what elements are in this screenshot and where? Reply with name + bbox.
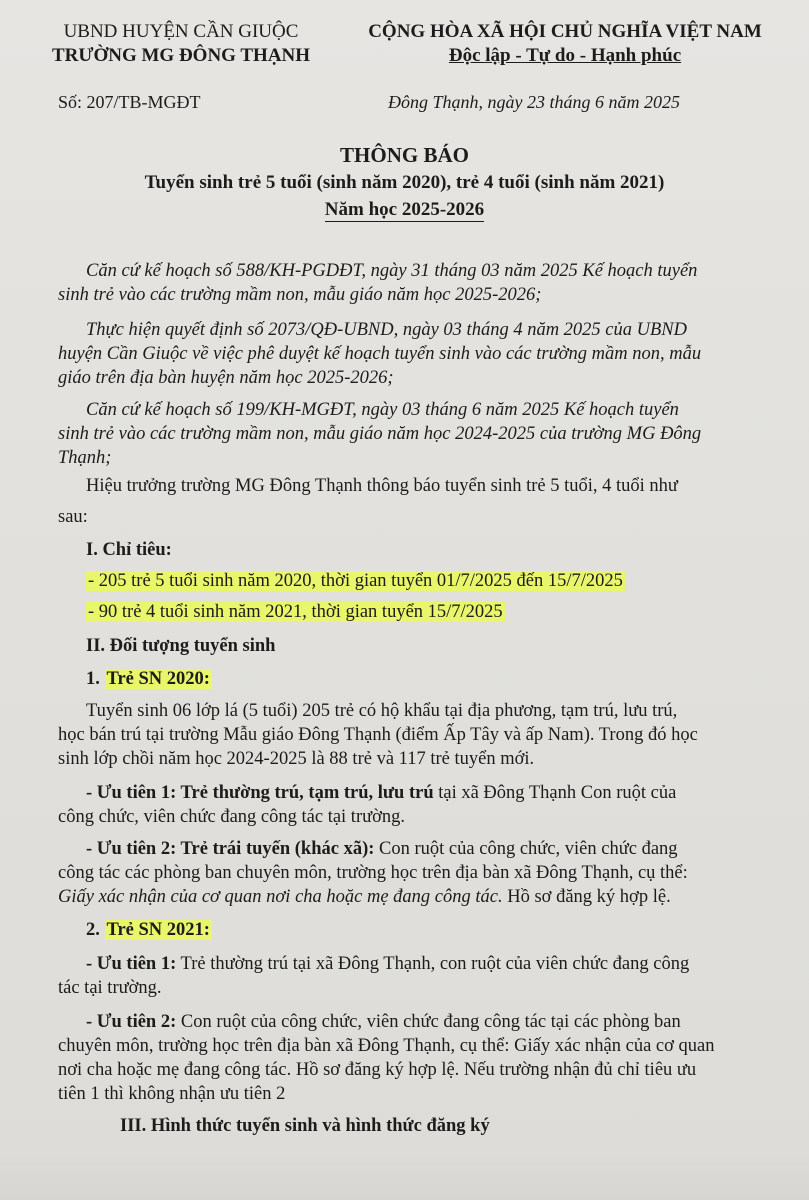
sub1-priority-2-tail: Hồ sơ đăng ký hợp lệ. (502, 887, 671, 907)
document-date: Đông Thạnh, ngày 23 tháng 6 năm 2025 (388, 92, 680, 112)
sub1-priority-1-line-1 (86, 781, 676, 805)
document-number: Số: 207/TB-MGĐT (58, 92, 201, 112)
sub2-priority-2-text: Con ruột của công chức, viên chức đang công tác tại các phòng ban (176, 1012, 681, 1032)
sub1-para-line-2: học bán trú tại trường Mẫu giáo Đông Thạnh (điểm Ấp Tây và ấp Nam). Trong đó học (58, 725, 698, 745)
basis-2-line-2: huyện Cần Giuộc về việc phê duyệt kế hoạch tuyển sinh vào các trường mầm non, mẫu (58, 344, 702, 364)
sub2-priority-2-line-2: chuyên môn, trường học trên địa bàn xã Đông Thạnh, cụ thể: Giấy xác nhận của cơ quan (58, 1036, 715, 1056)
section-1-title: I. Chỉ tiêu: (86, 540, 172, 560)
school-year-text: Năm học 2025-2026 (324, 199, 485, 220)
issuer-block (36, 20, 326, 68)
issuer-school: TRƯỜNG MG ĐÔNG THẠNH (51, 45, 311, 66)
sub1-priority-2-text: Con ruột của công chức, viên chức đang (374, 839, 678, 859)
sub2-priority-1-text: Trẻ thường trú tại xã Đông Thạnh, con ruột của viên chức đang công (176, 954, 690, 974)
national-motto-block (340, 20, 790, 68)
motto: Độc lập - Tự do - Hạnh phúc (448, 45, 682, 66)
sub2-priority-2-label: - Ưu tiên 2: (86, 1012, 177, 1032)
sub1-para-line-3: sinh lớp chồi năm học 2024-2025 là 88 trẻ và 117 trẻ tuyển mới. (58, 749, 535, 769)
basis-3-line-3: Thạnh; (58, 448, 112, 468)
sub1-priority-2-line-3 (58, 885, 671, 909)
basis-3-line-1: Căn cứ kế hoạch số 199/KH-MGĐT, ngày 03 tháng 6 năm 2025 Kế hoạch tuyển (86, 400, 679, 420)
basis-2-line-1: Thực hiện quyết định số 2073/QĐ-UBND, ngày 03 tháng 4 năm 2025 của UBND (86, 320, 688, 340)
quota-item-1-text: - 205 trẻ 5 tuổi sinh năm 2020, thời gian tuyển 01/7/2025 đến 15/7/2025 (88, 571, 623, 591)
sub2-priority-1-line-2: tác tại trường. (58, 978, 162, 998)
quota-item-2 (86, 600, 505, 624)
subsection-1-label: Trẻ SN 2020: (106, 669, 210, 689)
sub2-priority-2-line-4: tiên 1 thì không nhận ưu tiên 2 (58, 1084, 286, 1104)
announcement-line-2: sau: (58, 507, 88, 527)
sub2-priority-1-line-1 (86, 952, 689, 976)
sub1-priority-1-label: - Ưu tiên 1: Trẻ thường trú, tạm trú, lưu trú (86, 783, 434, 803)
sub1-priority-2-italic: Giấy xác nhận của cơ quan nơi cha hoặc mẹ đang công tác. (58, 887, 503, 907)
sub1-priority-1-text: tại xã Đông Thạnh Con ruột của (433, 783, 677, 803)
announcement-line-1: Hiệu trưởng trường MG Đông Thạnh thông báo tuyển sinh trẻ 5 tuổi, 4 tuổi như (86, 476, 678, 496)
sub2-priority-2-line-1 (86, 1010, 681, 1034)
quota-item-2-text: - 90 trẻ 4 tuổi sinh năm 2021, thời gian tuyển 15/7/2025 (88, 602, 503, 622)
subsection-2-title (86, 918, 212, 942)
issuer-authority: UBND HUYỆN CẦN GIUỘC (63, 21, 299, 42)
document-title: THÔNG BÁO (340, 143, 469, 167)
basis-2-line-3: giáo trên địa bàn huyện năm học 2025-2026; (58, 368, 394, 388)
subsection-1-title (86, 667, 212, 691)
basis-1-line-2: sinh trẻ vào các trường mầm non, mẫu giáo năm học 2025-2026; (58, 285, 542, 305)
basis-3-line-2: sinh trẻ vào các trường mầm non, mẫu giáo năm học 2024-2025 của trường MG Đông (58, 424, 702, 444)
document-subtitle: Tuyển sinh trẻ 5 tuổi (sinh năm 2020), trẻ 4 tuổi (sinh năm 2021) (144, 172, 665, 193)
sub1-para-line-1: Tuyển sinh 06 lớp lá (5 tuổi) 205 trẻ có hộ khẩu tại địa phương, tạm trú, lưu trú, (86, 701, 678, 721)
subsection-1-number: 1. (86, 669, 105, 689)
country-name: CỘNG HÒA XÃ HỘI CHỦ NGHĨA VIỆT NAM (368, 21, 762, 42)
page-shadow (0, 1150, 809, 1200)
sub1-priority-2-line-1 (86, 837, 678, 861)
section-2-title: II. Đối tượng tuyển sinh (86, 636, 276, 656)
section-3-title: III. Hình thức tuyển sinh và hình thức đăng ký (120, 1116, 490, 1136)
subsection-2-number: 2. (86, 920, 105, 940)
sub1-priority-2-line-2: công tác các phòng ban chuyên môn, trường học trên địa bàn xã Đông Thạnh, cụ thể: (58, 863, 688, 883)
basis-1-line-1: Căn cứ kế hoạch số 588/KH-PGDĐT, ngày 31 tháng 03 năm 2025 Kế hoạch tuyển (86, 261, 698, 281)
sub2-priority-2-line-3: nơi cha hoặc mẹ đang công tác. Hồ sơ đăng ký hợp lệ. Nếu trường nhận đủ chỉ tiêu ưu (58, 1060, 697, 1080)
sub1-priority-1-line-2: công chức, viên chức đang công tác tại trường. (58, 807, 406, 827)
sub1-priority-2-label: - Ưu tiên 2: Trẻ trái tuyến (khác xã): (86, 839, 375, 859)
sub2-priority-1-label: - Ưu tiên 1: (86, 954, 177, 974)
subsection-2-label: Trẻ SN 2021: (106, 920, 210, 940)
school-year (0, 199, 809, 221)
quota-item-1 (86, 569, 625, 593)
